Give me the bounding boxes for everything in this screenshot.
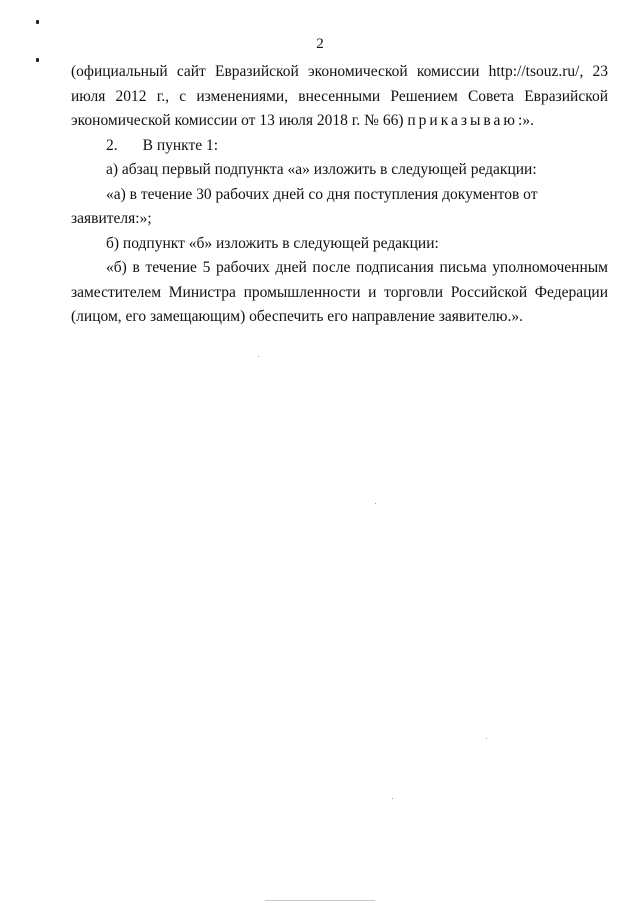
scan-speck: [375, 503, 376, 504]
subitem-b-quote: «б) в течение 5 рабочих дней после подписания письма уполномоченным заместителем Министра промышленности и торговли Российской Федерации (лицом, его замещающим) обеспечить его направление заявителю.».: [71, 259, 608, 325]
item-2: [71, 134, 608, 159]
paragraph-decree-reference-text: (официальный сайт Евразийской экономической комиссии http://tsouz.ru/, 23 июля 2012 г., с изменениями, внесенными Решением Совета Евразийской экономической комиссии от 13 июля 2018 г. № 66): [71, 63, 608, 129]
subitem-b-instruction: б) подпункт «б» изложить в следующей редакции:: [106, 234, 439, 252]
paragraph-decree-reference-end: :».: [518, 112, 534, 129]
subitem-a-quote: «а) в течение 30 рабочих дней со дня поступления документов от заявителя:»;: [71, 185, 538, 227]
paragraph-decree-reference: [71, 60, 608, 134]
scan-speck: [392, 798, 393, 799]
subitem-a-instruction: а) абзац первый подпункта «а» изложить в следующей редакции:: [106, 161, 537, 178]
spaced-order-word: приказываю: [407, 112, 519, 129]
scan-bottom-edge: [265, 900, 375, 901]
scan-mark-lower: [36, 58, 39, 62]
scan-speck: [486, 738, 487, 739]
page-number: 2: [316, 36, 324, 52]
document-body: [71, 60, 608, 330]
scan-speck: [258, 356, 259, 357]
scan-mark-top: [36, 20, 39, 24]
item-2-number: 2.: [106, 136, 118, 154]
item-2-text: В пункте 1:: [142, 136, 219, 154]
